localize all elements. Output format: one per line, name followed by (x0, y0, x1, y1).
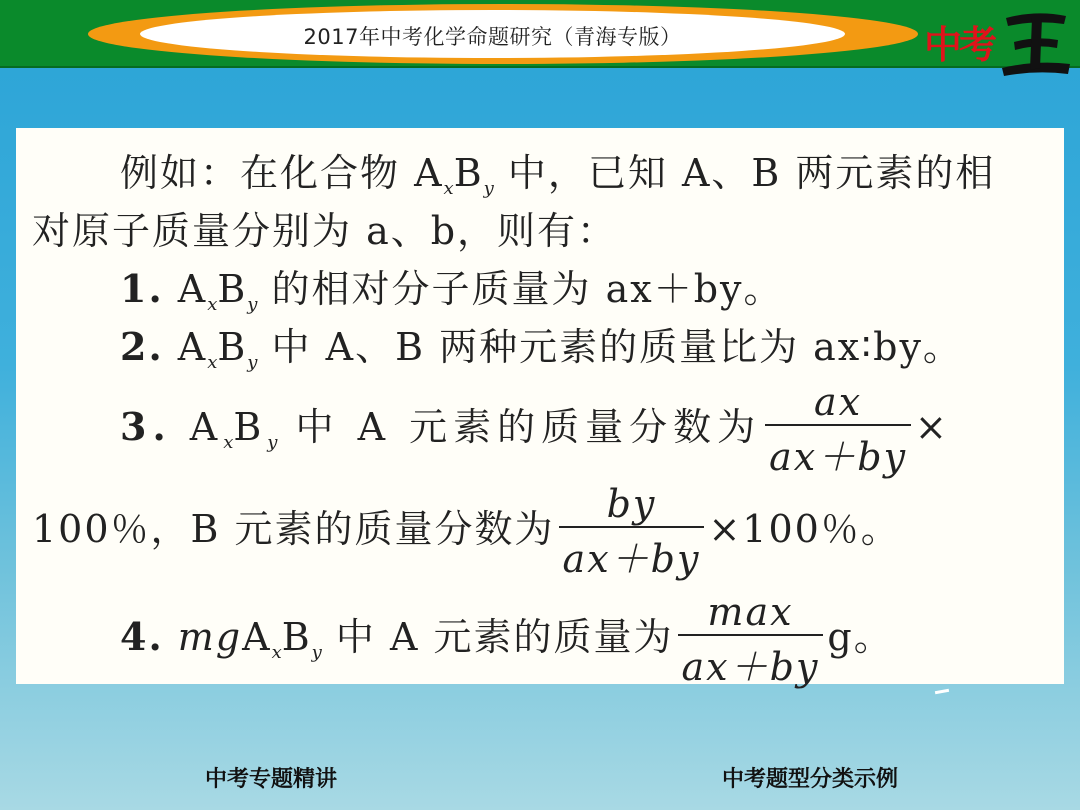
content-box (16, 128, 1064, 689)
logo-text: 中考 (924, 23, 995, 67)
footer-link-question-examples[interactable]: 中考题型分类示例 (722, 767, 899, 792)
fraction-max: $\frac{\max}{ax+by}$ (678, 590, 824, 691)
line-2: 对原子质量分别为 a、b，则有： (32, 209, 618, 253)
item-3: 3. $A_xB_y$ 中 A 元素的质量分数为 $\frac{ax}{ax+by}$ × (120, 380, 953, 479)
header-title: 2017年中考化学命题研究（青海专版） (303, 25, 682, 49)
fraction-by: $\frac{by}{ax+by}$ (559, 482, 705, 583)
logo (922, 6, 1072, 76)
header-band (0, 0, 1080, 68)
logo-wang-icon (1000, 6, 1072, 78)
decorative-mark (935, 689, 949, 694)
item-3-continued: 100％，B 元素的质量分数为 $\frac{by}{ax+by}$ ×100％。 (32, 482, 901, 581)
line-1: 例如：在化合物 $A_xB_y$ 中，已知 A、B 两元素的相 (120, 151, 996, 199)
item-4: 4. $mgA_xB_y$ 中 A 元素的质量为 $\frac{\max}{ax+by}$ g。 (120, 590, 894, 689)
item-1: 1. $A_xB_y$ 的相对分子质量为 ax＋by。 (120, 266, 784, 315)
footer-link-topic-lecture[interactable]: 中考专题精讲 (205, 767, 338, 792)
item-2: 2. $A_xB_y$ 中 A、B 两种元素的质量比为 ax∶by。 (120, 324, 963, 373)
fraction-ax: $\frac{ax}{ax+by}$ (765, 380, 911, 481)
header-ellipse-white (140, 10, 845, 58)
